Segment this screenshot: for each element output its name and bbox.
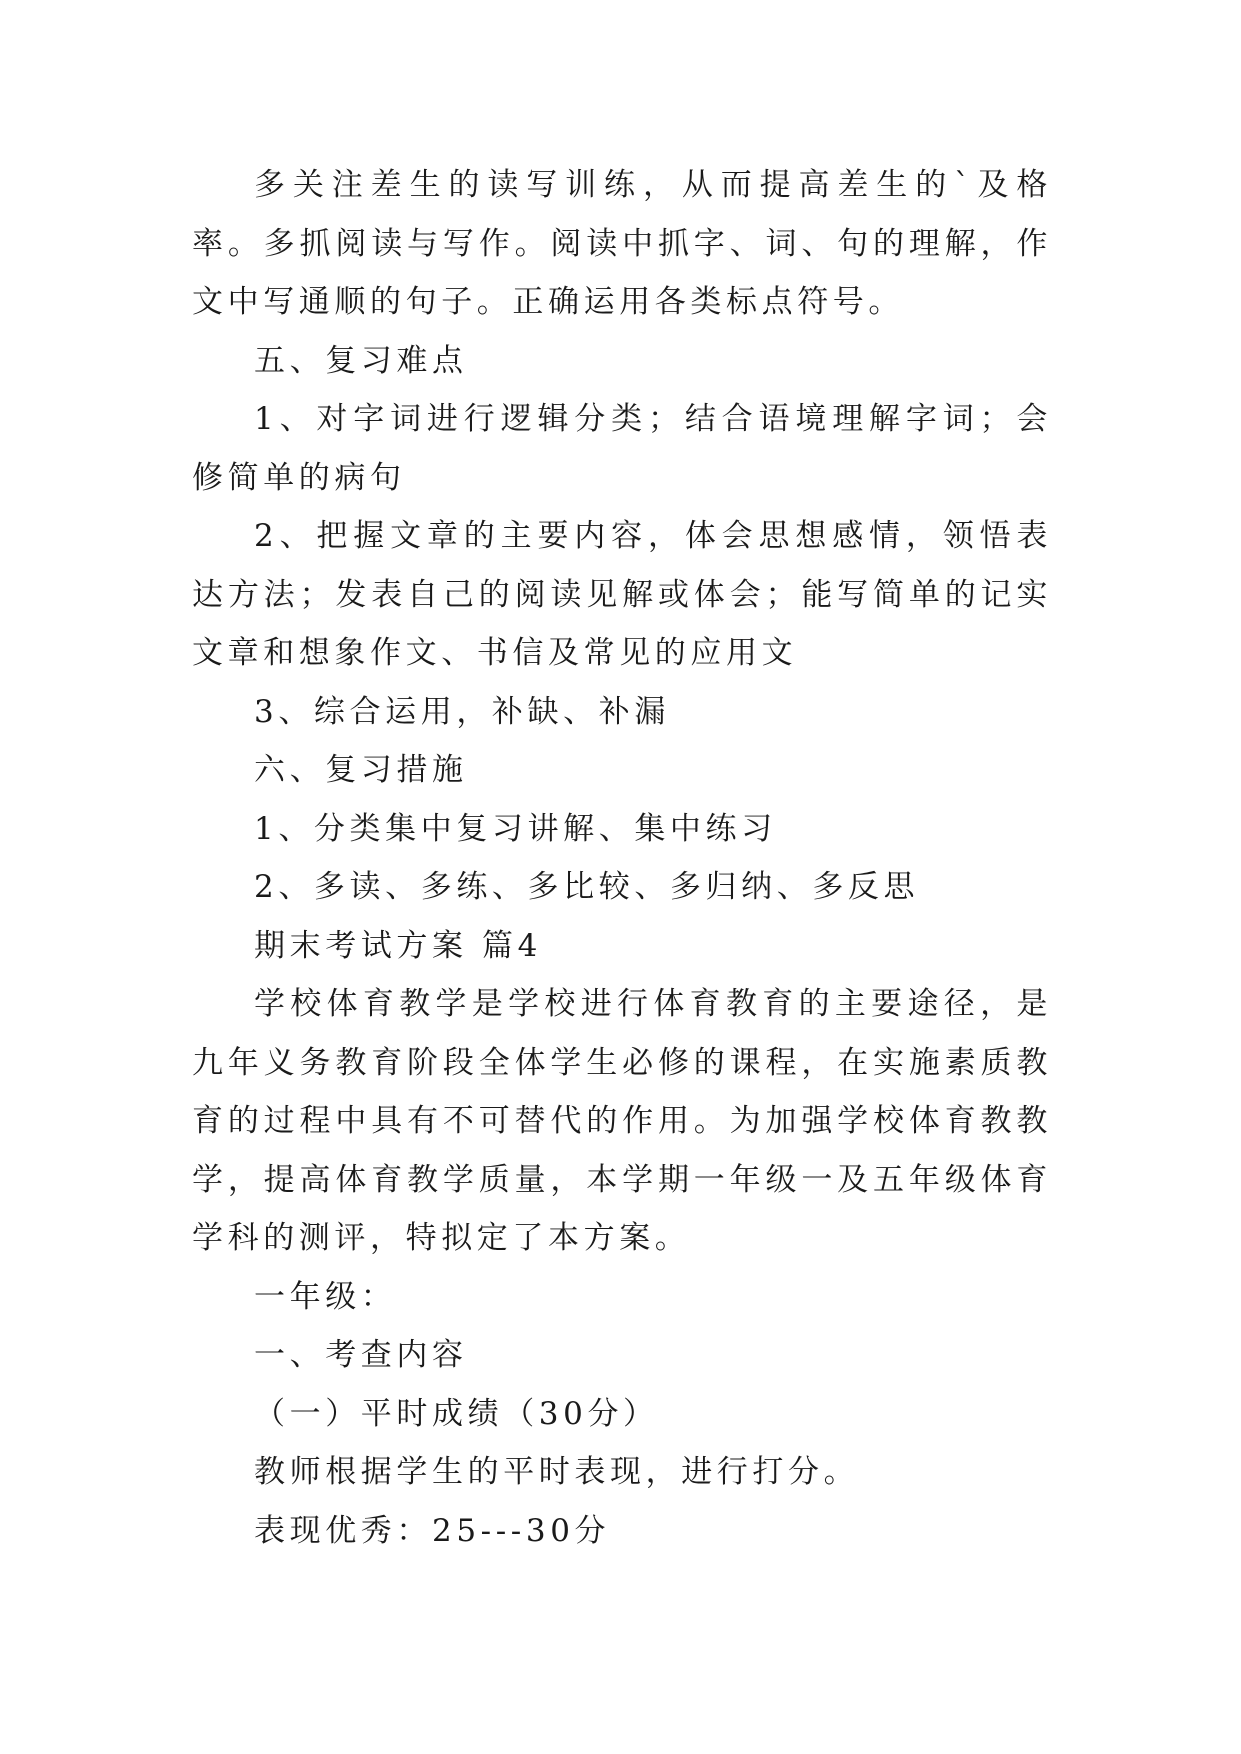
list-item-difficulty-1: 1、对字词进行逻辑分类；结合语境理解字词；会修简单的病句	[192, 401, 1052, 496]
heading-review-measures: 六、复习措施	[254, 752, 468, 788]
list-item-measure-1: 1、分类集中复习讲解、集中练习	[254, 810, 777, 847]
heading-review-difficulties: 五、复习难点	[254, 342, 468, 379]
section-title-plan-4: 期末考试方案 篇4	[254, 927, 542, 964]
list-item-measure-2: 2、多读、多练、多比较、多归纳、多反思	[254, 869, 920, 905]
subheading-regular-score: （一）平时成绩（30分）	[254, 1395, 659, 1432]
paragraph-intro-continuation: 多关注差生的读写训练，从而提高差生的`及格率。多抓阅读与写作。阅读中抓字、词、句的理解，作文中写通顺的句子。正确运用各类标点符号。	[192, 167, 1052, 320]
paragraph-pe-intro: 学校体育教学是学校进行体育教育的主要途径，是九年义务教育阶段全体学生必修的课程，在实施素质教育的过程中具有不可替代的作用。为加强学校体育教教学，提高体育教学质量，本学期一年级一及五年级体育学科的测评，特拟定了本方案。	[192, 986, 1052, 1256]
score-level-excellent: 表现优秀：25---30分	[254, 1512, 611, 1549]
document-body	[192, 156, 1052, 1560]
list-item-difficulty-2: 2、把握文章的主要内容，体会思想感情，领悟表达方法；发表自己的阅读见解或体会；能写简单的记实文章和想象作文、书信及常见的应用文	[192, 518, 1052, 671]
heading-exam-content: 一、考查内容	[254, 1337, 468, 1373]
paragraph-teacher-scoring: 教师根据学生的平时表现，进行打分。	[254, 1454, 860, 1490]
heading-grade-one: 一年级：	[254, 1278, 397, 1315]
list-item-difficulty-3: 3、综合运用，补缺、补漏	[254, 693, 670, 730]
